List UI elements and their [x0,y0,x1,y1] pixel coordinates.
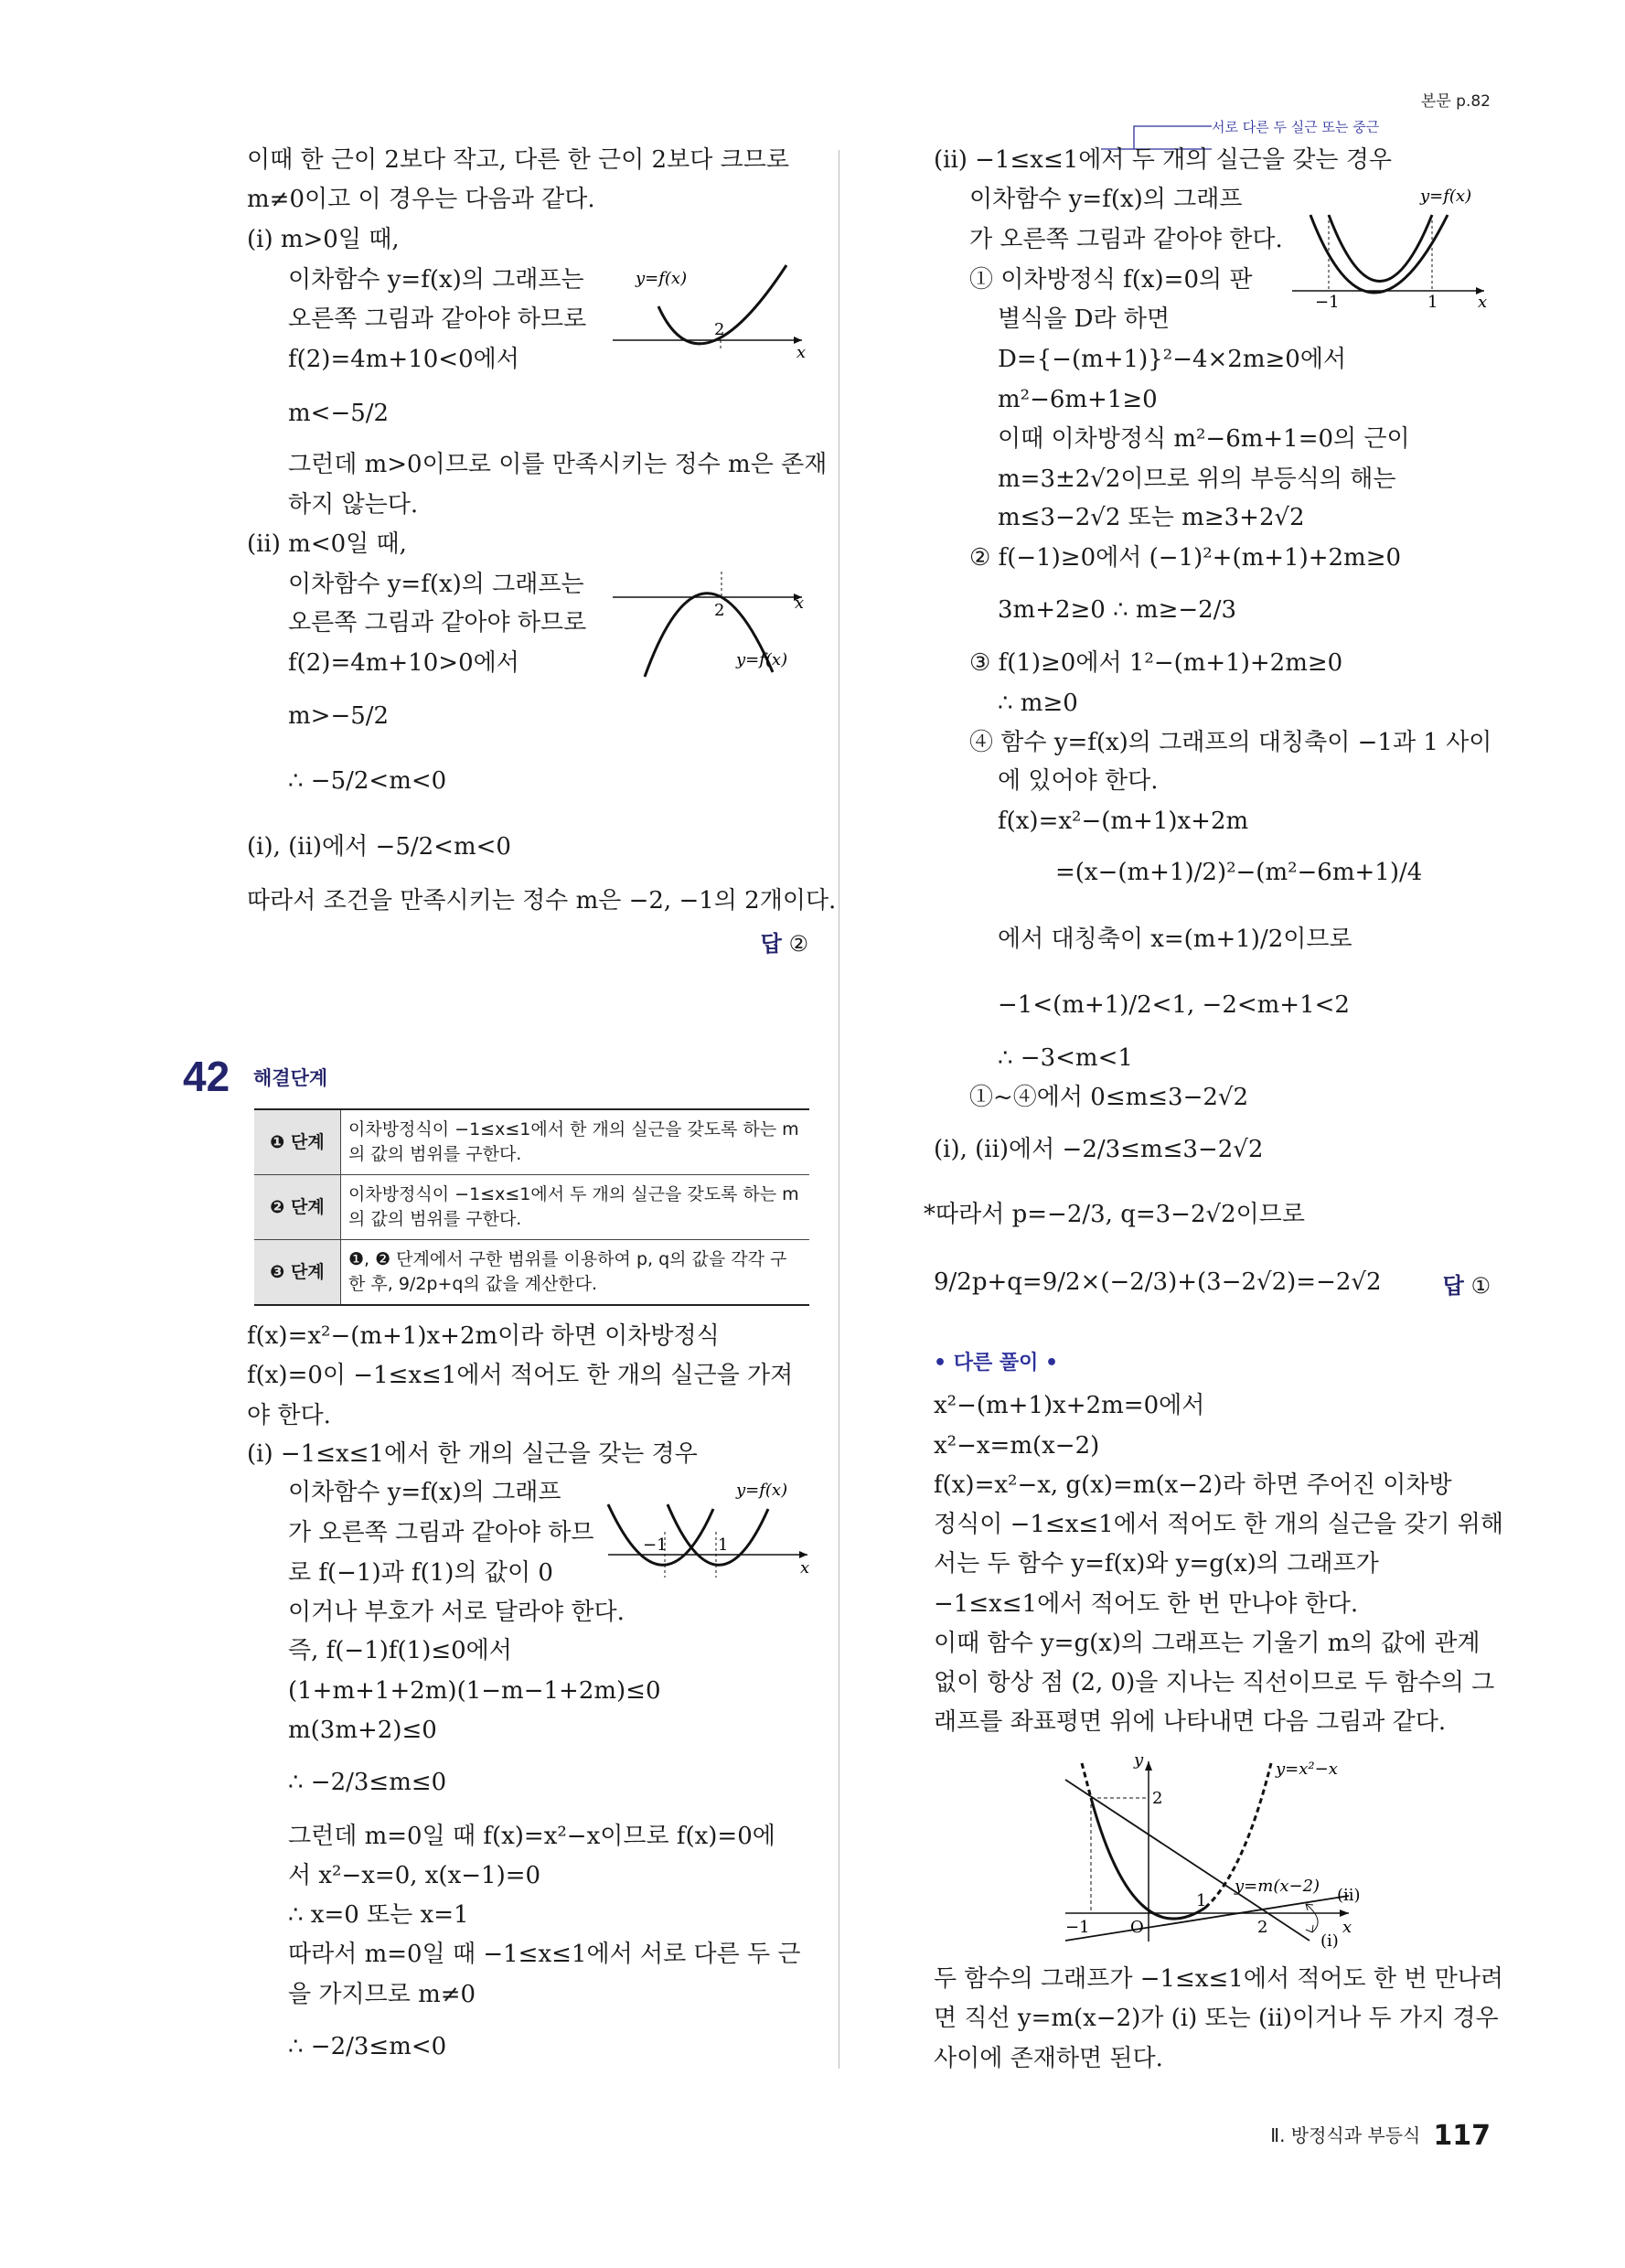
text-line: m≤3−2√2 또는 m≥3+2√2 [998,504,1305,531]
case-ii-label: (ii) [1337,1886,1361,1905]
tick-label: 1 [1196,1891,1207,1910]
text-line: 서 x²−x=0, x(x−1)=0 [288,1862,541,1889]
text-line: f(2)=4m+10>0에서 [288,649,519,677]
curve-label: y=f(x) [1420,187,1472,206]
curve-label: y=f(x) [736,1481,788,1500]
annotation-note [1212,117,1379,136]
text-line: D={−(m+1)}²−4×2m≥0에서 [998,346,1347,373]
text-line: 오른쪽 그림과 같아야 하므로 [288,609,587,637]
text-line: 그런데 m=0일 때 f(x)=x²−x이므로 f(x)=0에 [288,1823,775,1850]
graph-downward-parabola-case-ii [608,562,814,681]
text-line: f(x)=x²−(m+1)x+2m이라 하면 이차방정식 [247,1322,720,1350]
annotation-text: 서로 다른 두 실근 또는 중근 [1212,119,1380,135]
tick-label: 1 [1427,293,1438,311]
text-line: f(2)=4m+10<0에서 [288,346,519,373]
step-text: ❶, ❷ 단계에서 구한 범위를 이용하여 p, q의 값을 각각 구한 후, 9/2p+q의 값을 계산한다. [341,1240,810,1306]
text-line: ①~④에서 0≤m≤3−2√2 [969,1084,1249,1111]
text-line: 사이에 존재하면 된다. [934,2045,1163,2072]
tick-label: 2 [1257,1918,1268,1937]
text-line: ∴ −5/2<m<0 [288,767,447,795]
tick-label: −1 [1315,293,1340,311]
text-line: 그런데 m>0이므로 이를 만족시키는 정수 m은 존재 [288,451,828,478]
text-line: 3m+2≥0 ∴ m≥−2/3 [998,596,1236,624]
text-line: ② f(−1)≥0에서 (−1)²+(m+1)+2m≥0 [969,544,1402,572]
axis-label: x [795,594,805,613]
answer-label: 답 [1442,1273,1464,1299]
text-line: 따라서 조건을 만족시키는 정수 m은 −2, −1의 2개이다. [247,887,837,915]
alternative-solution-title: • 다른 풀이 • [934,1352,1059,1375]
text-line: 면 직선 y=m(x−2)가 (i) 또는 (ii)이거나 두 가지 경우 [934,2005,1499,2032]
graph-two-roots-case [1288,183,1493,311]
step-label: ❸ 단계 [254,1240,341,1306]
text-line: ∴ −2/3≤m≤0 [288,1769,447,1796]
text-line: 이때 한 근이 2보다 작고, 다른 한 근이 2보다 크므로 [247,146,789,174]
text-line: 가 오른쪽 그림과 같아야 하므 [288,1519,594,1546]
text-line: 별식을 D라 하면 [998,305,1171,333]
page-number: 117 [1433,2120,1491,2152]
text-line: 이때 함수 y=g(x)의 그래프는 기울기 m의 값에 관계 [934,1630,1481,1657]
table-row [254,1109,809,1175]
text-line: ∴ −2/3≤m<0 [288,2033,447,2060]
text-line: 야 한다. [247,1402,331,1429]
text-line: 에서 대칭축이 x=(m+1)/2이므로 [998,925,1352,953]
answer-right [1443,1268,1491,1300]
origin-label: O [1130,1918,1144,1937]
tick-label: 2 [714,601,725,620]
tick-label: 1 [718,1535,729,1555]
axis-label: x [800,1558,810,1578]
x-axis-label: x [1342,1918,1352,1937]
answer-left [761,925,808,957]
text-line: 래프를 좌표평면 위에 나타내면 다음 그림과 같다. [934,1708,1447,1736]
text-line: 로 f(−1)과 f(1)의 값이 0 [288,1559,553,1587]
text-line: 정식이 −1≤x≤1에서 적어도 한 개의 실근을 갖기 위해 [934,1511,1504,1538]
graph-one-root-case [599,1477,814,1591]
text-line: 두 함수의 그래프가 −1≤x≤1에서 적어도 한 번 만나려 [934,1965,1504,1993]
text-line: m=3±2√2이므로 위의 부등식의 해는 [998,465,1396,493]
text-line: f(x)=x²−x, g(x)=m(x−2)라 하면 주어진 이차방 [934,1471,1452,1499]
text-line: ∴ m≥0 [998,690,1078,717]
text-line: m²−6m+1≥0 [998,386,1158,413]
text-line: m≠0이고 이 경우는 다음과 같다. [247,186,595,213]
page-reference: 본문 p.82 [1420,92,1491,111]
graph-upward-parabola-case-i [608,261,814,375]
steps-title: 해결단계 [253,1067,328,1089]
text-line: =(x−(m+1)/2)²−(m²−6m+1)/4 [1055,859,1423,886]
tick-label: −1 [1065,1918,1090,1937]
table-row [254,1175,809,1240]
text-line: x²−(m+1)x+2m=0에서 [934,1392,1205,1419]
text-line: (i) m>0일 때, [247,226,400,253]
text-line: −1<(m+1)/2<1, −2<m+1<2 [998,991,1350,1019]
text-line: (i) −1≤x≤1에서 한 개의 실근을 갖는 경우 [247,1440,698,1468]
case-i-label: (i) [1320,1931,1339,1951]
text-line: 이차함수 y=f(x)의 그래프는 [288,266,584,294]
text-line: (ii) −1≤x≤1에서 두 개의 실근을 갖는 경우 [934,146,1393,174]
text-line: 서는 두 함수 y=f(x)와 y=g(x)의 그래프가 [934,1550,1379,1578]
text-line: 을 가지므로 m≠0 [288,1981,476,2008]
step-text: 이차방정식이 −1≤x≤1에서 한 개의 실근을 갖도록 하는 m의 값의 범위를 구한다. [341,1109,810,1175]
table-row [254,1240,809,1306]
text-line: 에 있어야 한다. [998,767,1159,795]
text-line: f(x)=0이 −1≤x≤1에서 적어도 한 개의 실근을 가져 [247,1362,794,1389]
text-line: m<−5/2 [288,400,390,427]
text-line: 하지 않는다. [288,491,419,519]
text-line: (1+m+1+2m)(1−m−1+2m)≤0 [288,1677,661,1705]
curve-label: y=f(x) [736,650,788,669]
tick-label: 2 [1152,1789,1163,1808]
answer-value: ② [788,931,808,957]
text-line: ③ f(1)≥0에서 1²−(m+1)+2m≥0 [969,649,1343,677]
text-line: m>−5/2 [288,702,390,730]
solution-steps-table [254,1108,809,1306]
text-line: −1≤x≤1에서 적어도 한 번 만나야 한다. [934,1590,1359,1618]
text-line: 즉, f(−1)f(1)≤0에서 [288,1637,512,1664]
chapter-title: Ⅱ. 방정식과 부등식 [1270,2124,1421,2146]
text-line: (i), (ii)에서 −5/2<m<0 [247,833,511,861]
tick-label: −1 [643,1535,668,1555]
tick-label: 2 [714,320,725,339]
answer-value: ① [1470,1273,1491,1299]
y-axis-label: y [1134,1750,1144,1770]
text-line: f(x)=x²−(m+1)x+2m [998,808,1249,835]
axis-label: x [1478,293,1488,311]
text-line: 9/2p+q=9/2×(−2/3)+(3−2√2)=−2√2 [934,1268,1382,1296]
text-line: 이차함수 y=f(x)의 그래프 [288,1479,561,1506]
curve-label: y=f(x) [636,269,688,288]
text-line: 따라서 m=0일 때 −1≤x≤1에서 서로 다른 두 근 [288,1941,801,1968]
text-line: 가 오른쪽 그림과 같아야 한다. [969,226,1283,253]
step-label: ❶ 단계 [254,1109,341,1175]
text-line: 오른쪽 그림과 같아야 하므로 [288,305,587,333]
problem-number: 42 [183,1053,230,1100]
answer-label: 답 [760,931,782,957]
text-line: ∴ −3<m<1 [998,1044,1133,1072]
text-line: 이차함수 y=f(x)의 그래프는 [288,571,584,598]
text-line: x²−x=m(x−2) [934,1432,1100,1460]
step-text: 이차방정식이 −1≤x≤1에서 두 개의 실근을 갖도록 하는 m의 값의 범위를 구한다. [341,1175,810,1240]
text-line: (ii) m<0일 때, [247,530,407,558]
text-line: ① 이차방정식 f(x)=0의 판 [969,266,1253,294]
text-line: ④ 함수 y=f(x)의 그래프의 대칭축이 −1과 1 사이 [969,729,1492,756]
page-footer [1270,2120,1491,2152]
text-line: ∴ x=0 또는 x=1 [288,1901,469,1929]
axis-label: x [796,343,807,362]
line-label: y=m(x−2) [1235,1877,1320,1896]
step-label: ❷ 단계 [254,1175,341,1240]
parabola-label: y=x²−x [1276,1760,1338,1779]
text-line: 이때 이차방정식 m²−6m+1=0의 근이 [998,425,1410,453]
text-line: 이차함수 y=f(x)의 그래프 [969,186,1243,213]
text-line: *따라서 p=−2/3, q=3−2√2이므로 [924,1201,1305,1228]
text-line: (i), (ii)에서 −2/3≤m≤3−2√2 [934,1136,1264,1163]
text-line: 이거나 부호가 서로 달라야 한다. [288,1599,625,1626]
graph-parabola-and-line [1052,1745,1417,1953]
text-line: 없이 항상 점 (2, 0)을 지나는 직선이므로 두 함수의 그 [934,1669,1495,1696]
text-line: m(3m+2)≤0 [288,1717,437,1744]
